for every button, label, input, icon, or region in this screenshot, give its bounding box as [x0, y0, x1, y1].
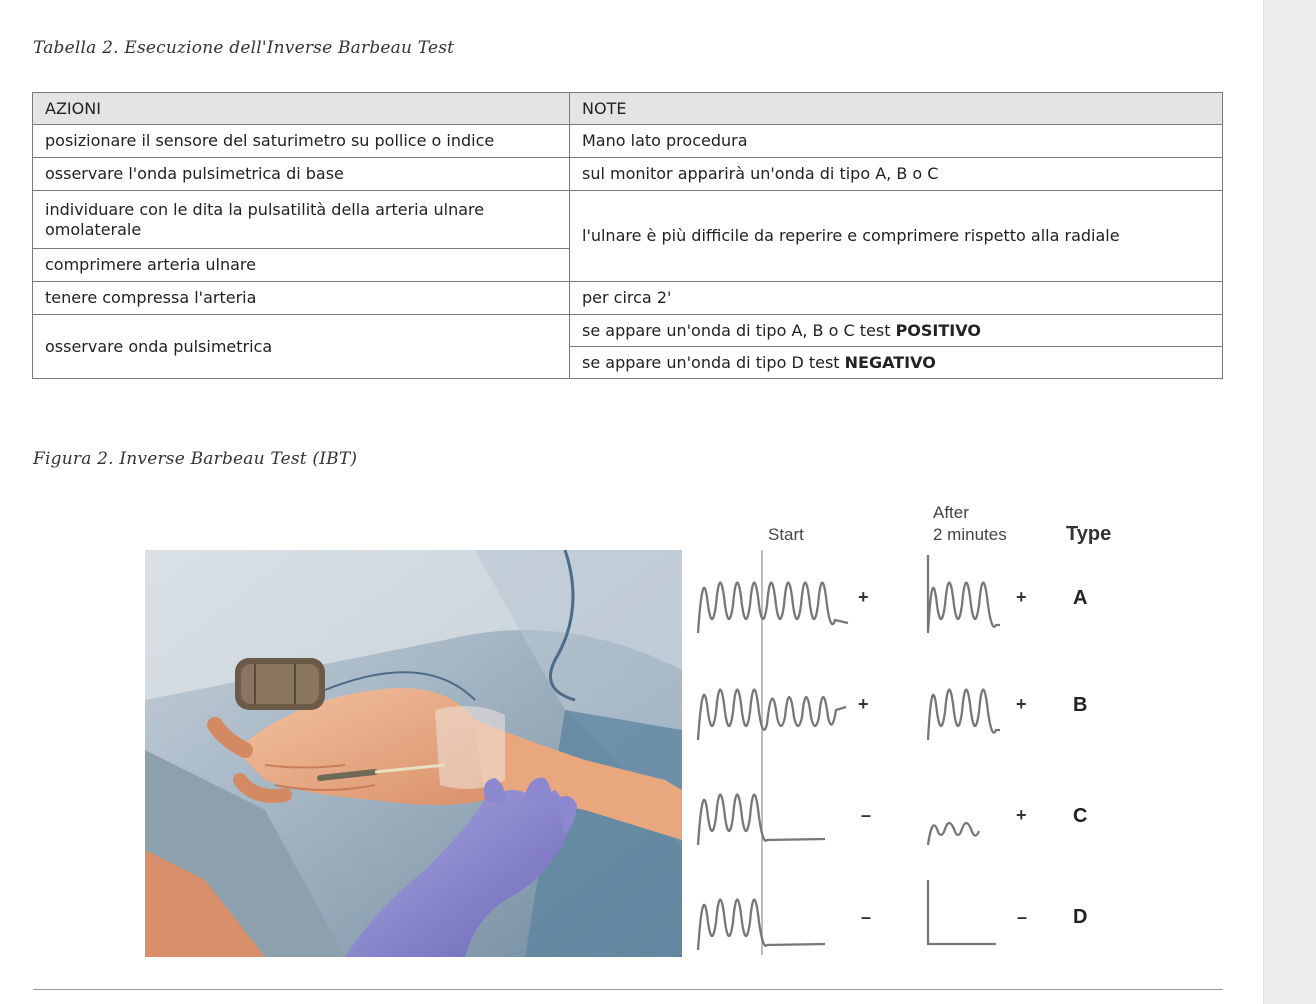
col-label-type: Type	[1066, 523, 1112, 545]
sign-c-start: –	[861, 805, 872, 825]
waveform-figure	[690, 495, 1160, 965]
waveform-a-start	[698, 583, 848, 634]
note-text: se appare un'onda di tipo A, B o C test	[582, 320, 896, 340]
type-label-b: B	[1073, 694, 1088, 716]
note-cell: sul monitor apparirà un'onda di tipo A, B o C	[570, 158, 1223, 191]
result-positive: POSITIVO	[895, 320, 981, 340]
type-label-d: D	[1073, 906, 1088, 928]
table-row	[33, 158, 1223, 191]
action-cell: comprimere arteria ulnare	[33, 249, 570, 282]
col-label-after-1: After	[933, 503, 969, 522]
table-row	[33, 315, 1223, 347]
table-row	[33, 191, 1223, 249]
waveform-c-after	[928, 823, 979, 845]
sign-d-after: –	[1017, 907, 1028, 927]
type-label-a: A	[1073, 587, 1088, 609]
action-cell: posizionare il sensore del saturimetro su pollice o indice	[33, 125, 570, 158]
sign-c-after: +	[1016, 805, 1027, 825]
action-cell: individuare con le dita la pulsatilità della arteria ulnare omolaterale	[33, 191, 570, 249]
waveform-d-after	[928, 880, 996, 944]
type-label-c: C	[1073, 805, 1088, 827]
hand-photo-illustration	[145, 550, 682, 957]
note-cell	[570, 347, 1223, 379]
bottom-divider	[33, 989, 1223, 990]
sign-a-after: +	[1016, 587, 1027, 607]
header-note: NOTE	[570, 93, 1223, 125]
action-cell: osservare onda pulsimetrica	[33, 315, 570, 379]
table-row	[33, 125, 1223, 158]
procedure-photo	[145, 550, 682, 957]
col-label-after-2: 2 minutes	[933, 525, 1007, 544]
result-negative: NEGATIVO	[844, 352, 936, 372]
sign-a-start: +	[858, 587, 869, 607]
sign-b-start: +	[858, 694, 869, 714]
sign-b-after: +	[1016, 694, 1027, 714]
waveform-b-start	[698, 690, 846, 741]
action-cell: tenere compressa l'arteria	[33, 282, 570, 315]
sign-d-start: –	[861, 907, 872, 927]
note-cell: per circa 2'	[570, 282, 1223, 315]
note-cell	[570, 315, 1223, 347]
note-cell: l'ulnare è più difficile da reperire e comprimere rispetto alla radiale	[570, 191, 1223, 282]
table-header-row	[33, 93, 1223, 125]
scrollbar[interactable]	[1263, 0, 1316, 1004]
procedure-table	[32, 92, 1223, 379]
col-label-start: Start	[768, 525, 804, 544]
action-cell: osservare l'onda pulsimetrica di base	[33, 158, 570, 191]
note-text: se appare un'onda di tipo D test	[582, 352, 845, 372]
waveform-a-after	[928, 555, 1000, 633]
note-cell: Mano lato procedura	[570, 125, 1223, 158]
table-row	[33, 282, 1223, 315]
header-azioni: AZIONI	[33, 93, 570, 125]
figure-caption: Figura 2. Inverse Barbeau Test (IBT)	[33, 449, 358, 469]
waveform-b-after	[928, 690, 1000, 741]
table-caption: Tabella 2. Esecuzione dell'Inverse Barbeau Test	[33, 38, 455, 58]
